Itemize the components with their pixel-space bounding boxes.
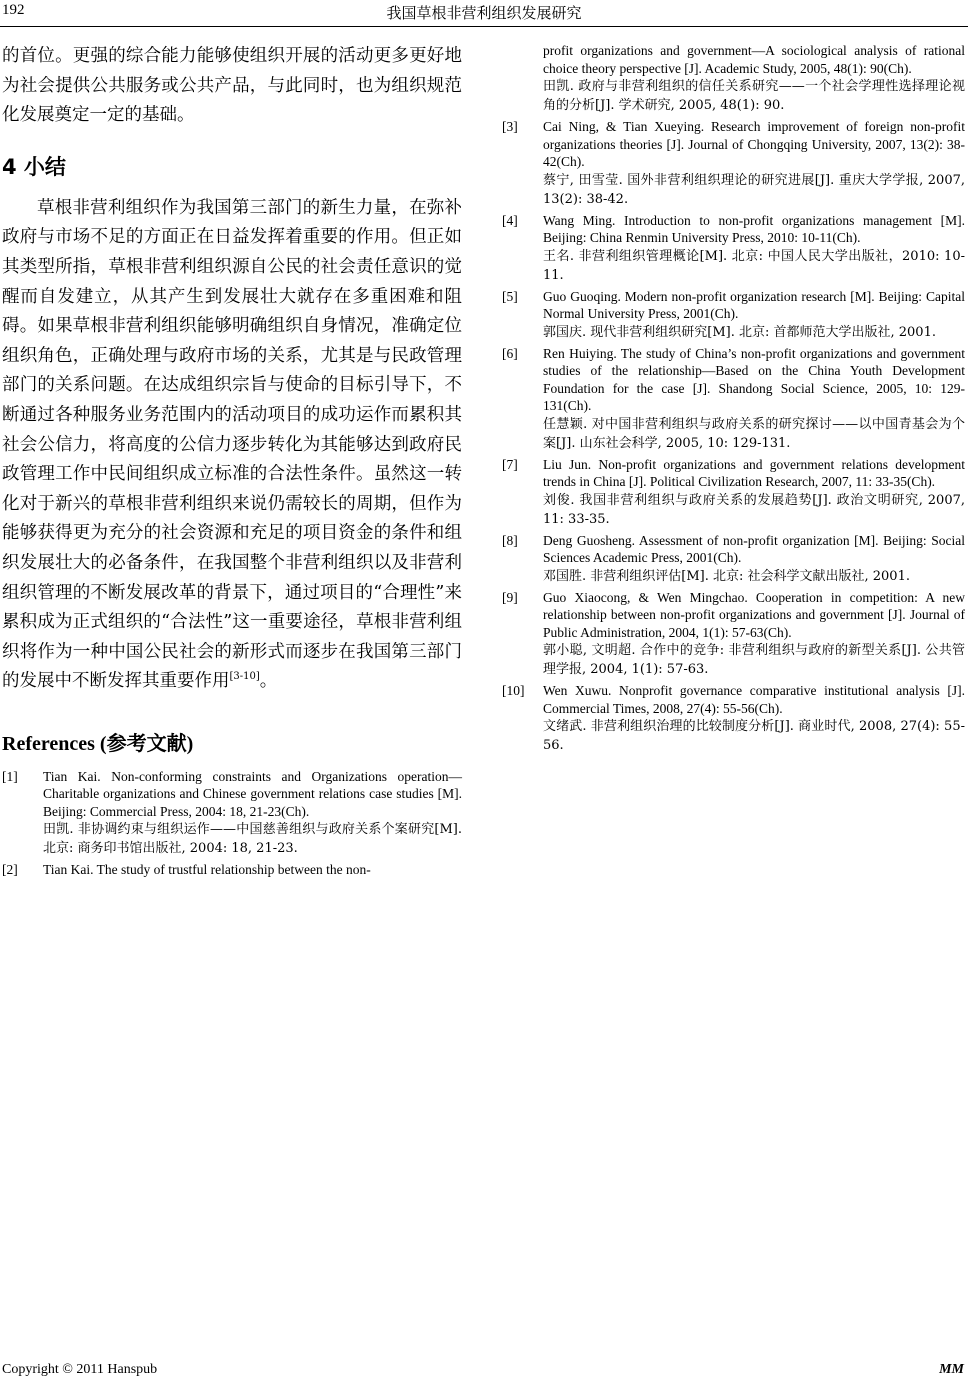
reference-number: [5] — [502, 288, 518, 304]
reference-english: Tian Kai. Non-conforming constraints and Organizations operation—Charitable organizations and Chinese government relations case studies [M]. Beijing: Commercial Press, 2004: 18, 21-23(Ch). — [43, 768, 462, 819]
reference-chinese: 王名. 非营利组织管理概论[M]. 北京: 中国人民大学出版社，2010: 10-11. — [543, 248, 965, 283]
reference-english: Guo Guoqing. Modern non-profit organization research [M]. Beijing: Capital Normal University Press, 2001(Ch). — [543, 288, 965, 321]
references-heading-en: References ( — [2, 732, 107, 755]
page-header — [0, 0, 968, 27]
reference-number: [9] — [502, 589, 518, 605]
reference-number: [3] — [502, 119, 518, 134]
references-heading-end: ) — [186, 732, 194, 755]
reference-english: Liu Jun. Non-profit organizations and government relations development trends in China [J]. Political Civilization Research, 2007, 11: 33-35(Ch). — [543, 456, 965, 489]
reference-number: [2] — [2, 862, 18, 878]
reference-english: Cai Ning, & Tian Xueying. Research improvement of foreign non-profit organizations theories [J]. Journal of Chongqing University, 2007, 13(2): 38-42(Ch). — [543, 119, 965, 169]
reference-english: Ren Huiying. The study of China’s non-profit organizations and government studies of the relationship—Based on the China Youth Development Foundation for the case [J]. Shandong Social Science, 2005, 10: 129-131(Ch). — [543, 345, 965, 413]
reference-chinese: 郭国庆. 现代非营利组织研究[M]. 北京: 首都师范大学出版社, 2001. — [543, 324, 936, 340]
reference-chinese: 刘俊. 我国非营利组织与政府关系的发展趋势[J]. 政治文明研究, 2007, 11: 33-35. — [543, 492, 965, 527]
journal-abbreviation: MM — [939, 1362, 964, 1377]
reference-english: Deng Guosheng. Assessment of non-profit organization [M]. Beijing: Social Sciences Academic Press, 2001(Ch). — [543, 532, 965, 565]
reference-chinese: 邓国胜. 非营利组织评估[M]. 北京: 社会科学文献出版社, 2001. — [543, 568, 910, 584]
reference-english: Guo Xiaocong, & Wen Mingchao. Cooperation in competition: A new relationship between non-profit organizations and government [J]. Journal of Public Administration, 2004, 1(1): 57-63(Ch). — [543, 589, 965, 640]
citation-superscript: [3-10] — [229, 671, 260, 683]
reference-item-2 — [2, 861, 462, 879]
summary-paragraph — [2, 194, 462, 697]
left-column — [2, 42, 462, 882]
reference-number: [4] — [502, 212, 518, 228]
reference-chinese: 蔡宁, 田雪莹. 国外非营利组织理论的研究进展[J]. 重庆大学学报, 2007, 13(2): 38-42. — [543, 172, 965, 207]
reference-number: [8] — [502, 532, 518, 548]
page-number: 192 — [2, 2, 25, 18]
copyright-notice: Copyright © 2011 Hanspub — [2, 1362, 158, 1377]
summary-end-punct: 。 — [259, 671, 278, 692]
reference-number: [6] — [502, 345, 518, 361]
reference-english: Tian Kai. The study of trustful relationship between the non- — [43, 862, 371, 878]
reference-item-2-continued — [502, 42, 965, 115]
reference-item-7 — [502, 456, 965, 529]
running-title: 我国草根非营利组织发展研究 — [386, 4, 582, 22]
reference-chinese: 任慧颖. 对中国非营利组织与政府关系的研究探讨——以中国青基会为个案[J]. 山东社会科学, 2005, 10: 129-131. — [543, 416, 965, 451]
reference-chinese: 郭小聪, 文明超. 合作中的竞争: 非营利组织与政府的新型关系[J]. 公共管理学报, 2004, 1(1): 57-63. — [543, 643, 965, 677]
reference-number: [1] — [2, 768, 18, 784]
reference-number: [10] — [502, 683, 525, 698]
reference-item-6 — [502, 345, 965, 453]
reference-item-4 — [502, 212, 965, 285]
references-heading — [2, 727, 462, 756]
reference-number: [7] — [502, 456, 518, 472]
right-column — [502, 42, 965, 758]
reference-item-1 — [2, 768, 462, 859]
reference-english: Wen Xuwu. Nonprofit governance comparative institutional analysis [J]. Commercial Times, 2008, 27(4): 55-56(Ch). — [543, 683, 965, 716]
reference-chinese: 文绪武. 非营利组织治理的比较制度分析[J]. 商业时代, 2008, 27(4): 55-56. — [543, 719, 965, 753]
reference-item-5 — [502, 288, 965, 342]
reference-item-3 — [502, 118, 965, 209]
reference-item-9 — [502, 589, 965, 680]
reference-item-10 — [502, 682, 965, 755]
reference-english: Wang Ming. Introduction to non-profit organizations management [M]. Beijing: China Renmin University Press, 2010: 10-11(Ch). — [543, 212, 965, 245]
reference-chinese: 田凯. 政府与非营利组织的信任关系研究——一个社会学理性选择理论视角的分析[J]. 学术研究, 2005, 48(1): 90. — [543, 79, 965, 113]
reference-item-8 — [502, 532, 965, 586]
intro-paragraph: 的首位。更强的综合能力能够使组织开展的活动更多更好地为社会提供公共服务或公共产品，与此同时，也为组织规范化发展奠定一定的基础。 — [2, 46, 462, 126]
summary-text: 草根非营利组织作为我国第三部门的新生力量，在弥补政府与市场不足的方面正在日益发挥着重要的作用。但正如其类型所指，草根非营利组织源自公民的社会责任意识的觉醒而自发建立，从其产生到发展壮大就存在多重困难和阻碍。如果草根非营利组织能够明确组织自身情况，准确定位组织角色，正确处理与政府市场的关系，尤其是与民政管理部门的关系问题。在达成组织宗旨与使命的目标引导下，不断通过各种服务业务范围内的活动项目的成功运作而累积其社会公信力，将高度的公信力逐步转化为其能够达到政府民政管理工作中民间组织成立标准的合法性条件。虽然这一转化对于新兴的草根非营利组织来说仍需较长的周期，但作为能够获得更为充分的社会资源和充足的项目资金的条件和组织发展壮大的必备条件，在我国整个非营利组织以及非营利组织管理的不断发展改革的背景下，通过项目的“合理性”来累积成为正式组织的“合法性”这一重要途径，草根非营利组织将作为一种中国公民社会的新形式而逐步在我国第三部门的发展中不断发挥其重要作用 — [2, 197, 462, 692]
reference-english: profit organizations and government—A sociological analysis of rational choice theory perspective [J]. Academic Study, 2005, 48(1): 90(Ch). — [543, 43, 965, 76]
reference-chinese: 田凯. 非协调约束与组织运作——中国慈善组织与政府关系个案研究[M]. 北京: 商务印书馆出版社, 2004: 18, 21-23. — [43, 822, 462, 857]
references-heading-cn: 参考文献 — [106, 730, 187, 755]
section-heading: 4 小结 — [2, 154, 66, 179]
